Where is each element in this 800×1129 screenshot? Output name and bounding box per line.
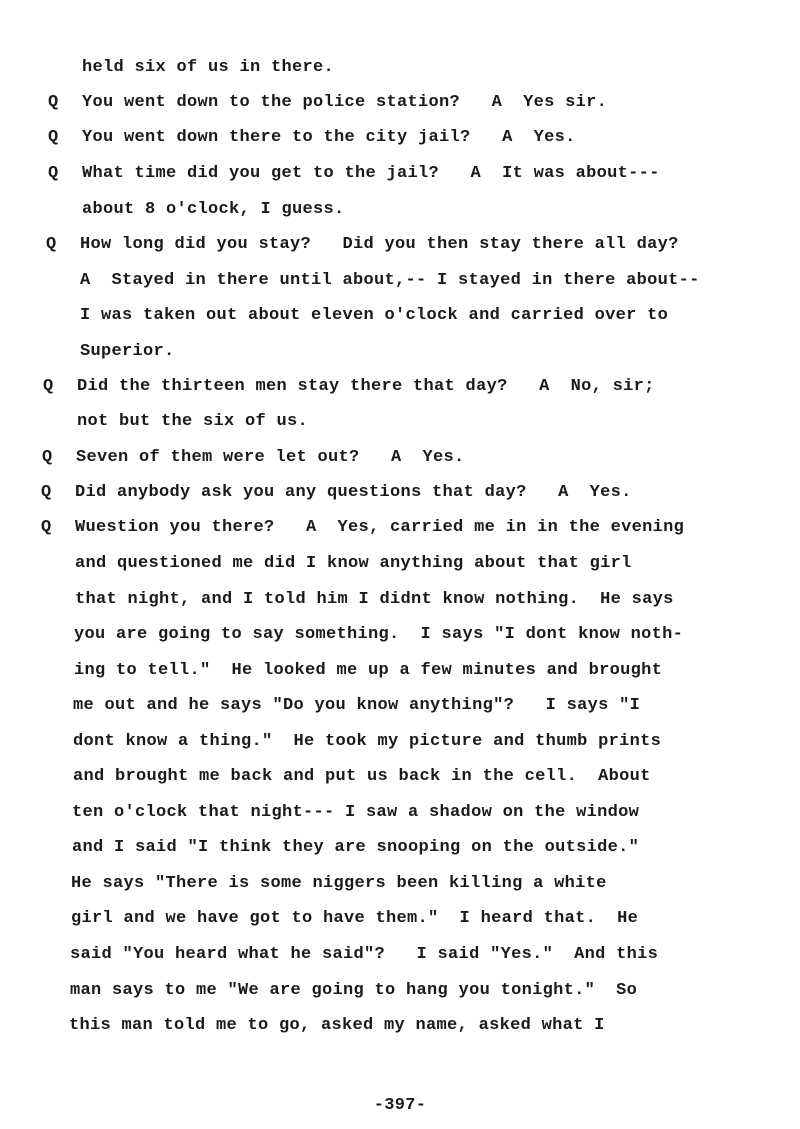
- transcript-line: and I said "I think they are snooping on the outside.": [72, 838, 640, 857]
- transcript-line: girl and we have got to have them." I heard that. He: [71, 909, 639, 928]
- transcript-line: that night, and I told him I didnt know nothing. He says: [75, 590, 674, 609]
- transcript-line: and brought me back and put us back in the cell. About: [73, 767, 651, 786]
- question-marker: Q: [48, 93, 59, 112]
- transcript-line: Wuestion you there? A Yes, carried me in in the evening: [75, 518, 685, 537]
- transcript-line: Seven of them were let out? A Yes.: [76, 448, 465, 467]
- transcript-line: He says "There is some niggers been killing a white: [71, 874, 607, 893]
- transcript-line: How long did you stay? Did you then stay there all day?: [80, 235, 679, 254]
- transcript-line: Did the thirteen men stay there that day? A No, sir;: [77, 377, 655, 396]
- transcript-line: You went down there to the city jail? A Yes.: [82, 128, 576, 147]
- page-number: -397-: [373, 1096, 427, 1115]
- question-marker: Q: [42, 448, 53, 467]
- transcript-line: man says to me "We are going to hang you tonight." So: [70, 981, 638, 1000]
- transcript-line: this man told me to go, asked my name, asked what I: [69, 1016, 605, 1035]
- transcript-line: ten o'clock that night--- I saw a shadow on the window: [72, 803, 640, 822]
- transcript-line: held six of us in there.: [82, 58, 335, 77]
- question-marker: Q: [48, 164, 59, 183]
- transcript-line: Did anybody ask you any questions that day? A Yes.: [75, 483, 632, 502]
- question-marker: Q: [48, 128, 59, 147]
- transcript-line: ing to tell." He looked me up a few minutes and brought: [74, 661, 663, 680]
- transcript-line: dont know a thing." He took my picture and thumb prints: [73, 732, 662, 751]
- transcript-line: Superior.: [80, 342, 175, 361]
- transcript-line: A Stayed in there until about,-- I stayed in there about--: [80, 271, 700, 290]
- question-marker: Q: [46, 235, 57, 254]
- transcript-line: What time did you get to the jail? A It was about---: [82, 164, 660, 183]
- transcript-line: said "You heard what he said"? I said "Yes." And this: [70, 945, 659, 964]
- question-marker: Q: [43, 377, 54, 396]
- transcript-line: You went down to the police station? A Yes sir.: [82, 93, 608, 112]
- transcript-line: about 8 o'clock, I guess.: [82, 200, 345, 219]
- transcript-line: I was taken out about eleven o'clock and carried over to: [80, 306, 669, 325]
- question-marker: Q: [41, 483, 52, 502]
- transcript-line: not but the six of us.: [77, 412, 309, 431]
- transcript-line: me out and he says "Do you know anything"? I says "I: [73, 696, 641, 715]
- transcript-line: you are going to say something. I says "I dont know noth-: [74, 625, 684, 644]
- transcript-line: and questioned me did I know anything about that girl: [75, 554, 632, 573]
- question-marker: Q: [41, 518, 52, 537]
